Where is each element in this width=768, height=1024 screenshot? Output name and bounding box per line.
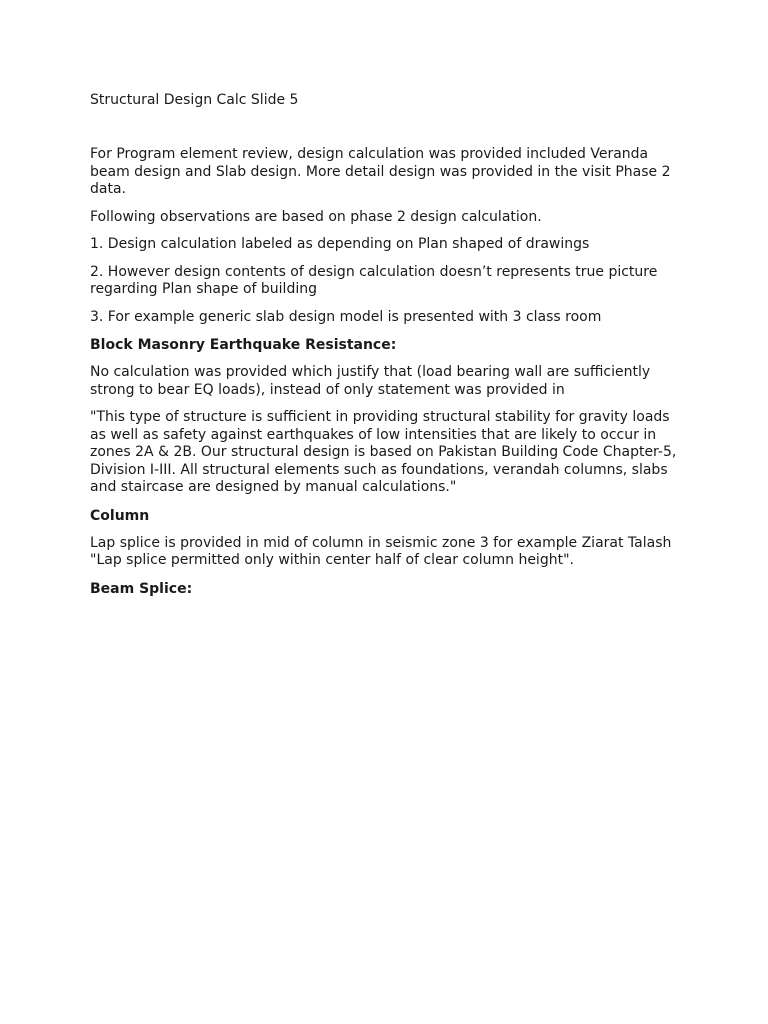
observation-item: 2. However design contents of design calculation doesn’t represents true picture regarding Plan shape of building <box>90 263 658 297</box>
section-heading-column: Column <box>90 507 150 524</box>
section-paragraph: Lap splice is provided in mid of column in seismic zone 3 for example Ziarat Talash "Lap splice permitted only within center half of clear column height". <box>90 534 672 568</box>
section-quote: "This type of structure is sufficient in providing structural stability for gravity loads as well as safety against earthquakes of low intensities that are likely to occur in zones 2A & 2B. Our structural design is based on Pakistan Building Code Chapter-5, Division I-III. All structural elements such as foundations, verandah columns, slabs and staircase are designed by manual calculations." <box>90 409 677 495</box>
observation-item: 3. For example generic slab design model is presented with 3 class room <box>90 308 602 325</box>
section-heading-block-masonry: Block Masonry Earthquake Resistance: <box>90 337 397 353</box>
intro-paragraph: For Program element review, design calculation was provided included Veranda beam design and Slab design. More detail design was provided in the visit Phase 2 data. <box>90 146 671 197</box>
section-paragraph: No calculation was provided which justify that (load bearing wall are sufficiently strong to bear EQ loads), instead of only statement was provided in <box>90 364 651 398</box>
observation-item: 1. Design calculation labeled as depending on Plan shaped of drawings <box>90 236 590 252</box>
section-heading-beam-splice: Beam Splice: <box>90 580 193 597</box>
document-page <box>90 91 680 608</box>
document-title: Structural Design Calc Slide 5 <box>90 92 299 108</box>
observations-intro: Following observations are based on phase 2 design calculation. <box>90 208 542 225</box>
